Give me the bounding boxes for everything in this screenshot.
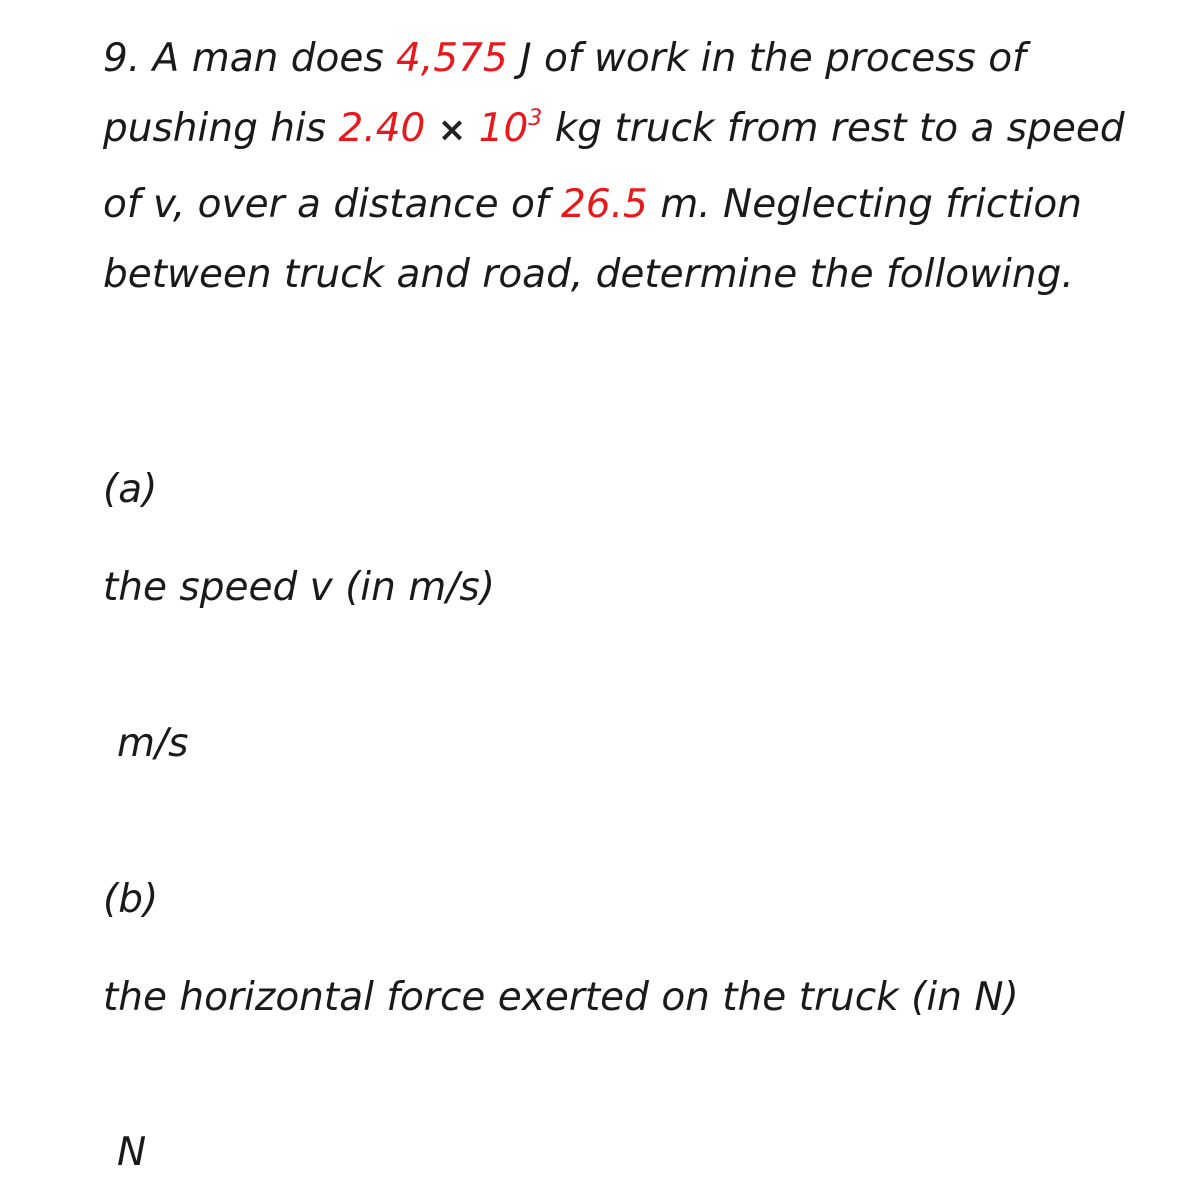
part-b-unit: N (117, 1130, 147, 1175)
problem-number: 9. (103, 36, 141, 81)
part-b-label: (b) (103, 877, 159, 922)
part-a-unit: m/s (117, 721, 189, 766)
problem-statement (103, 24, 1163, 310)
part-b-answer-input[interactable] (103, 1133, 107, 1173)
times-symbol: × (437, 110, 467, 150)
part-a-label: (a) (103, 467, 158, 512)
part-b-description: the horizontal force exerted on the truck (in N) (103, 975, 1019, 1020)
problem-text-1: A man does (152, 36, 384, 81)
problem-text-2: J of work in the process of pushing his (103, 36, 1026, 151)
part-a-answer-input[interactable] (103, 724, 107, 764)
mass-base: 10 (478, 106, 529, 151)
work-value: 4,575 (396, 36, 508, 81)
problem-text-3: kg truck from rest to a speed of v, over a distance of (103, 106, 1125, 227)
part-a-description: the speed v (in m/s) (103, 565, 495, 610)
part-b-answer-row (103, 1128, 146, 1178)
problem-text-4: m. Neglecting friction between truck and road, determine the following. (103, 182, 1082, 297)
mass-power (479, 106, 543, 151)
mass-mantissa: 2.40 (338, 106, 426, 151)
part-a-answer-row (103, 719, 188, 769)
distance-value: 26.5 (561, 182, 648, 227)
mass-exponent: 3 (528, 106, 543, 131)
